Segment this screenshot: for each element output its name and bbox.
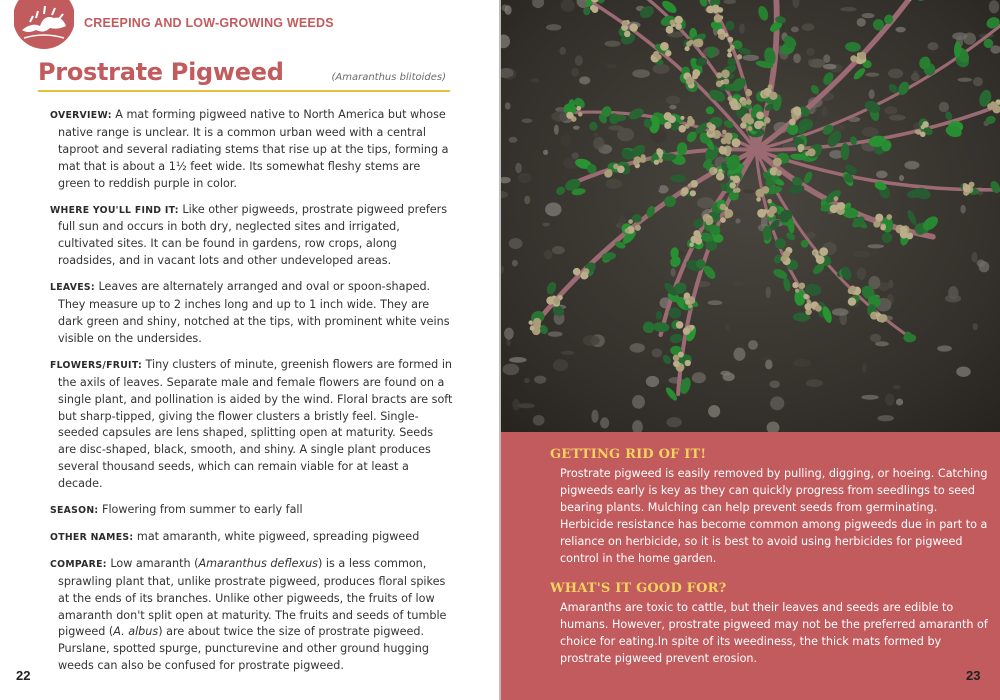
- entry-label: SEASON:: [50, 505, 99, 517]
- entry-text: mat amaranth, white pigweed, spreading pigweed: [133, 529, 420, 543]
- entry-text: Low amaranth (: [106, 556, 199, 570]
- entry-label: OVERVIEW:: [50, 110, 112, 121]
- entry-label: FLOWERS/FRUIT:: [50, 359, 142, 371]
- weed-logo-icon: [14, 0, 74, 50]
- paragraph-getting-rid: Prostrate pigweed is easily removed by pulling, digging, or hoeing. Catching pigweeds early is key as they can quickly progress from seedlings to seed bearing plants. Mulching can help prevent seeds from germinating. Herbicide resistance has become common among pigweeds due in part to a reliance on herbicide, so it is best to avoid using herbicides for pigweed control in the home garden.: [560, 467, 988, 565]
- entry-text: Leaves are alternately arranged and oval or spoon-shaped. They measure up to 2 inches long and up to 1 inch wide. They are dark green and shiny, notched at the tips, with prominent white veins visible on the undersides.: [58, 280, 450, 345]
- section-title: CREEPING AND LOW-GROWING WEEDS: [84, 16, 334, 30]
- pigweed-photo: [501, 0, 1000, 432]
- title-row: [38, 58, 450, 92]
- heading-getting-rid: GETTING RID OF IT!: [550, 447, 707, 462]
- paragraph-whats-it-good-for: Amaranths are toxic to cattle, but their leaves and seeds are edible to humans. However, prostrate pigweed may not be the preferred amaranth of choice for eating.In spite of its weediness, the thick mats formed by prostrate pigweed prevent erosion.: [560, 601, 988, 665]
- entry-text: ) are about twice the size of prostrate pigweed. Purslane, spotted spurge, puncturevine and other ground hugging weeds can also be confused for prostrate pigweed.: [58, 625, 429, 673]
- latin-name: (Amaranthus blitoides): [331, 72, 446, 83]
- entry-text: A mat forming pigweed native to North America but whose native range is unclear. It is a common urban weed with a central taproot and several radiating stems that rise up at the tips, forming a mat that is about a 1½ feet wide. Its somewhat fleshy stems are green to reddish purple in color.: [58, 108, 449, 190]
- entry-label: WHERE YOU'LL FIND IT:: [50, 204, 179, 216]
- entry-label: OTHER NAMES:: [50, 531, 134, 543]
- entry-other-names: [50, 529, 454, 547]
- right-page: [501, 0, 1000, 700]
- page-number-right: 23: [966, 668, 981, 683]
- entry-text: Tiny clusters of minute, greenish flowers are formed in the axils of leaves. Separate male and female flowers are found on a single plant, and pollination is aided by the wind. Floral bracts are soft but sharp-tipped, giving the flower clusters a bristly feel. Single-seeded capsules are lens shaped, splitting open at maturity. Seeds are disc-shaped, black, smooth, and shiny. A single plant produces several thousand seeds, which can remain viable for at least a decade.: [58, 357, 453, 491]
- entry-overview: [50, 107, 454, 193]
- entry-flowers-fruit: [50, 357, 454, 493]
- entry-compare: [50, 556, 454, 675]
- entry-label: COMPARE:: [50, 558, 107, 570]
- description-body: [50, 107, 454, 684]
- heading-whats-it-good-for: WHAT'S IT GOOD FOR?: [550, 581, 727, 596]
- entry-text: Flowering from summer to early fall: [98, 503, 303, 517]
- left-page: [0, 0, 499, 700]
- page-title: Prostrate Pigweed: [38, 58, 284, 86]
- entry-where-found: [50, 202, 454, 271]
- entry-season: [50, 502, 454, 520]
- entry-leaves: [50, 279, 454, 348]
- entry-italic: Amaranthus deflexus: [198, 556, 319, 570]
- entry-text: ) is a less common, sprawling plant that, unlike prostrate pigweed, produces floral spikes at the ends of its branches. Unlike other pigweeds, the fruits of low amaranth don't split open at maturity. The fruits and seeds of tumble pigweed (: [58, 556, 447, 639]
- page-number-left: 22: [16, 668, 31, 683]
- entry-italic: A. albus: [113, 625, 159, 639]
- entry-label: LEAVES:: [50, 282, 95, 294]
- entry-text: Like other pigweeds, prostrate pigweed prefers full sun and occurs in both dry, neglected sites and irrigated, cultivated sites. It can be found in gardens, row crops, along roadsides, and in vacant lots and other undeveloped areas.: [58, 202, 448, 268]
